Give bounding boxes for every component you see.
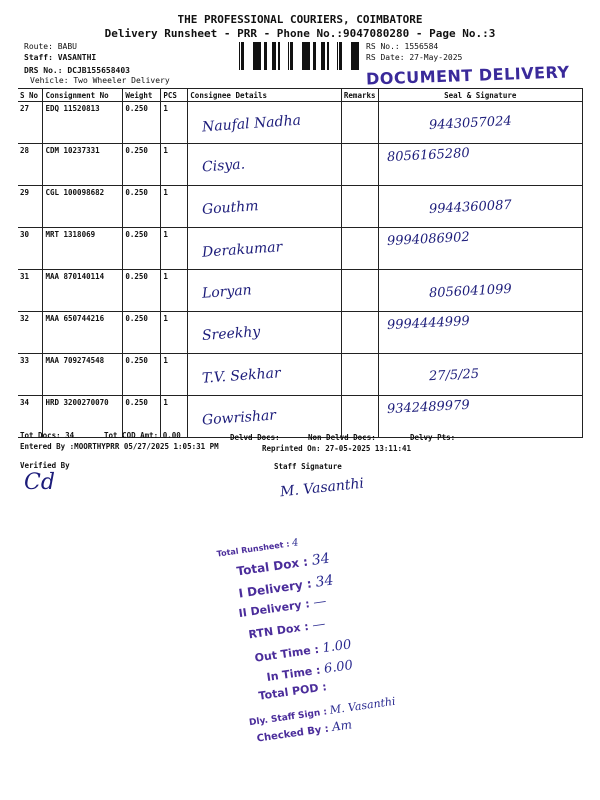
entered-by: Entered By :MOORTHYPRR 05/27/2025 1:05:31 PM	[20, 442, 219, 451]
runsheet-subtitle: Delivery Runsheet - PRR - Phone No.:9047080280 - Page No.:3	[104, 27, 496, 40]
row-weight: 0.250	[123, 102, 161, 144]
row-seal-signature	[378, 270, 582, 312]
staff-signature: M. Vasanthi	[279, 475, 365, 501]
barcode-bar	[239, 42, 240, 70]
summary-value: 4	[291, 537, 300, 550]
row-weight: 0.250	[123, 186, 161, 228]
row-sno: 30	[18, 228, 43, 270]
col-consignee-details: Consignee Details	[188, 89, 342, 102]
barcode-bar	[354, 42, 356, 70]
delivery-points: Delvy Pts:	[410, 433, 456, 442]
row-consignment-no: MAA 650744216	[43, 312, 123, 354]
row-sno: 29	[18, 186, 43, 228]
staff-signature-label: Staff Signature	[274, 462, 342, 471]
seal-handwriting: 9944360087	[428, 197, 512, 218]
barcode-bar	[253, 42, 254, 70]
summary-colon: :	[282, 539, 293, 550]
col-weight: Weight	[123, 89, 161, 102]
row-weight: 0.250	[123, 144, 161, 186]
drs-number: DRS No.: DCJB155658403	[24, 66, 130, 75]
col-remarks: Remarks	[341, 89, 378, 102]
row-sno: 34	[18, 396, 43, 438]
barcode-bar	[303, 42, 305, 70]
col-seal-signature: Seal & Signature	[378, 89, 582, 102]
summary-value: 1.00	[321, 637, 353, 657]
rs-date: RS Date: 27-May-2025	[366, 53, 463, 62]
total-docs: Tot Docs: 34	[20, 431, 75, 440]
row-consignment-no: CGL 100098682	[43, 186, 123, 228]
summary-value: Am	[331, 717, 353, 735]
table-row	[18, 354, 583, 396]
row-consignee	[188, 312, 342, 354]
row-consignee	[188, 354, 342, 396]
row-pcs: 1	[161, 102, 188, 144]
row-consignment-no: MAA 709274548	[43, 354, 123, 396]
row-weight: 0.250	[123, 228, 161, 270]
col-sno: S No	[18, 89, 43, 102]
row-consignee	[188, 270, 342, 312]
row-sno: 33	[18, 354, 43, 396]
rs-number: RS No.: 1556584	[366, 42, 439, 51]
barcode-bar	[327, 42, 329, 70]
consignee-signature: Naufal Nadha	[201, 112, 302, 136]
barcode-bar	[323, 42, 325, 70]
barcode-bar	[302, 42, 303, 70]
barcode-bar	[351, 42, 352, 70]
consignee-signature: Sreekhy	[201, 323, 262, 345]
barcode-bar	[307, 42, 310, 70]
row-pcs: 1	[161, 354, 188, 396]
summary-colon: :	[319, 706, 331, 719]
reprinted-on: Reprinted On: 27-05-2025 13:11:41	[262, 444, 412, 453]
summary-label: Total Dox	[235, 555, 300, 579]
table-row	[18, 228, 583, 270]
seal-handwriting: 27/5/25	[428, 366, 479, 385]
consignee-signature: T.V. Sekhar	[201, 365, 282, 387]
summary-label: I Delivery	[237, 577, 304, 601]
row-weight: 0.250	[123, 354, 161, 396]
summary-value: 6.00	[323, 658, 354, 677]
summary-label: II Delivery	[237, 598, 303, 621]
summary-value: —	[312, 593, 328, 611]
row-consignee	[188, 228, 342, 270]
row-remarks	[341, 270, 378, 312]
barcode-bar	[264, 42, 267, 70]
row-weight: 0.250	[123, 312, 161, 354]
summary-value: M. Vasanthi	[329, 694, 397, 717]
consignee-signature: Derakumar	[201, 239, 284, 261]
row-consignment-no: MAA 870140114	[43, 270, 123, 312]
barcode-bar	[356, 42, 359, 70]
runsheet-table	[18, 88, 583, 438]
summary-colon: :	[300, 596, 315, 612]
table-row	[18, 312, 583, 354]
barcode-bar	[339, 42, 340, 70]
summary-label: In Time	[265, 664, 314, 684]
barcode-bar	[256, 42, 258, 70]
row-consignment-no: MRT 1318069	[43, 228, 123, 270]
seal-handwriting: 9342489979	[386, 397, 470, 418]
barcode-bar	[254, 42, 256, 70]
row-pcs: 1	[161, 186, 188, 228]
summary-label: Out Time	[253, 643, 312, 665]
col-consignment-no: Consignment No	[43, 89, 123, 102]
row-seal-signature	[378, 186, 582, 228]
summary-colon: :	[301, 575, 317, 592]
seal-handwriting: 9443057024	[428, 113, 512, 134]
barcode-bar	[340, 42, 342, 70]
seal-handwriting: 9994086902	[386, 229, 470, 250]
route-label: Route: BABU	[24, 42, 77, 51]
barcode-bar	[290, 42, 291, 70]
staff-label: Staff: VASANTHI	[24, 53, 97, 62]
barcode-bar	[274, 42, 276, 70]
col-pcs: PCS	[161, 89, 188, 102]
summary-colon: :	[317, 680, 328, 695]
summary-label: Total POD	[257, 681, 320, 703]
row-consignee	[188, 102, 342, 144]
verifier-signature: Cd	[24, 470, 55, 495]
summary-colon: :	[297, 554, 313, 570]
row-seal-signature	[378, 144, 582, 186]
seal-handwriting: 9994444999	[386, 313, 470, 334]
vehicle-label: Vehicle: Two Wheeler Delivery	[30, 76, 170, 85]
table-row	[18, 144, 583, 186]
barcode-bar	[272, 42, 274, 70]
table-row	[18, 186, 583, 228]
consignee-signature: Loryan	[201, 282, 253, 302]
company-title: THE PROFESSIONAL COURIERS, COIMBATORE	[177, 13, 423, 26]
summary-colon: :	[320, 723, 334, 736]
consignee-signature: Cisya.	[201, 156, 246, 176]
consignee-signature: Gouthm	[201, 198, 260, 218]
table-header-row	[18, 89, 583, 102]
row-consignee	[188, 396, 342, 438]
barcode-bar	[278, 42, 280, 70]
row-remarks	[341, 312, 378, 354]
consignee-signature: Gowrishar	[201, 407, 277, 429]
row-consignment-no: HRD 3200270070	[43, 396, 123, 438]
barcode-bar	[242, 42, 244, 70]
barcode-bar	[321, 42, 323, 70]
row-seal-signature	[378, 396, 582, 438]
summary-value: —	[311, 616, 327, 634]
row-seal-signature	[378, 102, 582, 144]
row-remarks	[341, 144, 378, 186]
row-pcs: 1	[161, 396, 188, 438]
seal-handwriting: 8056041099	[428, 281, 512, 302]
row-consignment-no: CDM 10237331	[43, 144, 123, 186]
row-remarks	[341, 102, 378, 144]
barcode-bar	[337, 42, 338, 70]
row-sno: 27	[18, 102, 43, 144]
summary-label: Dly. Staff Sign	[248, 708, 322, 729]
summary-label: Total Runsheet	[216, 540, 285, 559]
row-remarks	[341, 354, 378, 396]
barcode-bar	[352, 42, 354, 70]
row-sno: 32	[18, 312, 43, 354]
row-remarks	[341, 186, 378, 228]
barcode-bar	[241, 42, 242, 70]
table-row	[18, 396, 583, 438]
table-row	[18, 270, 583, 312]
summary-colon: :	[311, 663, 326, 678]
barcode-bar	[288, 42, 289, 70]
summary-label: Checked By	[256, 724, 323, 745]
row-seal-signature	[378, 354, 582, 396]
row-sno: 31	[18, 270, 43, 312]
row-pcs: 1	[161, 312, 188, 354]
barcode-bar	[258, 42, 261, 70]
barcode	[238, 42, 360, 70]
summary-value: 34	[310, 550, 331, 569]
row-weight: 0.250	[123, 270, 161, 312]
row-weight: 0.250	[123, 396, 161, 438]
row-sno: 28	[18, 144, 43, 186]
row-seal-signature	[378, 312, 582, 354]
row-consignee	[188, 186, 342, 228]
row-remarks	[341, 396, 378, 438]
row-pcs: 1	[161, 228, 188, 270]
row-seal-signature	[378, 228, 582, 270]
row-pcs: 1	[161, 144, 188, 186]
verified-by-label: Verified By	[20, 461, 70, 470]
total-cod: Tot COD Amt: 0.00	[104, 431, 181, 440]
summary-label: RTN Dox	[247, 621, 302, 642]
row-consignee	[188, 144, 342, 186]
delivered-docs: Delvd Docs:	[230, 433, 280, 442]
row-remarks	[341, 228, 378, 270]
barcode-bar	[313, 42, 316, 70]
non-delivered-docs: Non Delvd Docs:	[308, 433, 376, 442]
summary-colon: :	[309, 642, 324, 657]
summary-value: 34	[314, 572, 335, 591]
document-delivery-stamp: DOCUMENT DELIVERY	[365, 62, 570, 89]
barcode-bar	[291, 42, 293, 70]
barcode-bar	[305, 42, 307, 70]
seal-handwriting: 8056165280	[386, 145, 470, 166]
summary-colon: :	[299, 619, 314, 635]
row-consignment-no: EDQ 11520813	[43, 102, 123, 144]
row-pcs: 1	[161, 270, 188, 312]
table-row	[18, 102, 583, 144]
